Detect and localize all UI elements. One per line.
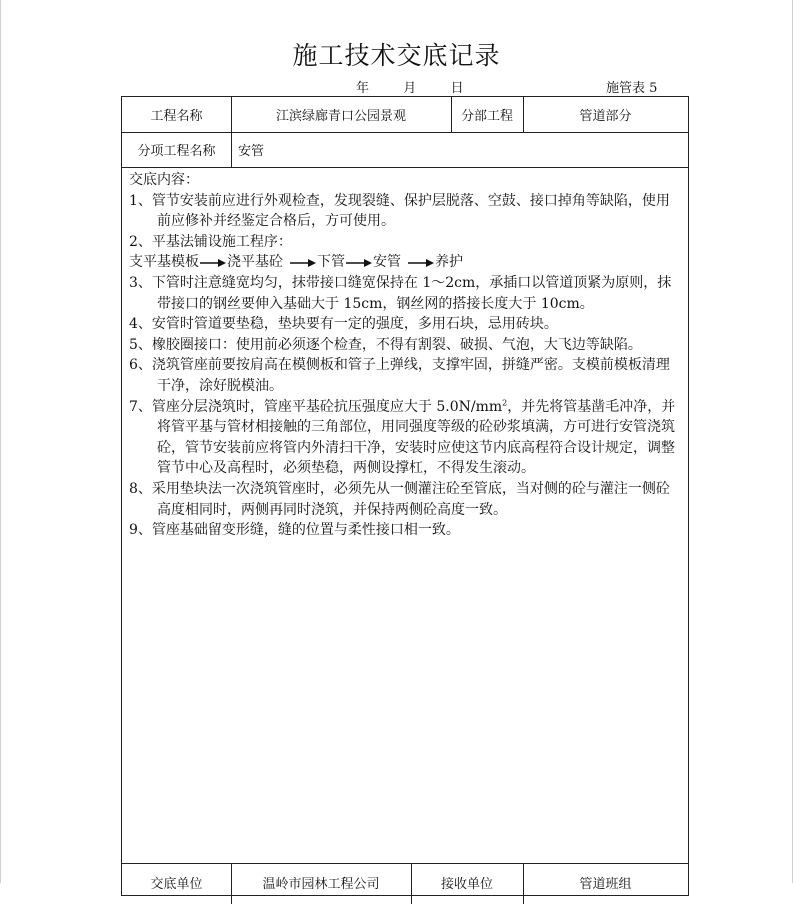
content-item-6: 6、浇筑管座前要按肩高在模侧板和管子上弹线，支撑牢固，拼缝严密。支模前模板清理干净，涂好脱模油。: [129, 357, 670, 394]
project-name-value: 江滨绿廊青口公园景观: [275, 109, 406, 124]
content-item-4: 4、安管时管道要垫稳，垫块要有一定的强度，多用石块，忌用砖块。: [129, 316, 558, 333]
flow-step-4: 安管: [373, 254, 401, 271]
flow-step-5: 养护: [435, 254, 463, 271]
subitem-label: 分项工程名称: [137, 144, 216, 159]
content-item-3: 3、下管时注意缝宽均匀，抹带接口缝宽保持在 1～2cm，承插口以管道顶紧为原则，抹带接口的钢丝要伸入基础大于 15cm，钢丝网的搭接长度大于 10cm。: [129, 274, 672, 312]
arrow-right-icon: [290, 258, 316, 268]
content-item-5: 5、橡胶圈接口：使用前必须逐个检查，不得有割裂、破损、气泡，大飞边等缺陷。: [129, 336, 642, 353]
date-day-label: 日: [450, 81, 464, 96]
content-item-9: 9、管座基础留变形缝，缝的位置与柔性接口相一致。: [129, 522, 460, 539]
issuer-value: 温岭市园林工程公司: [262, 877, 380, 892]
date-month-label: 月: [403, 81, 417, 96]
content-item-8: 8、采用垫块法一次浇筑管座时，必须先从一侧灌注砼至管底，当对侧的砼与灌注一侧砼高度相同时，两侧再同时浇筑，并保持两侧砼高度一致。: [129, 480, 670, 518]
subitem-value: 安管: [238, 144, 265, 159]
record-sheet: [121, 96, 689, 896]
page-left-edge: [0, 0, 1, 883]
procedure-flow: [129, 252, 682, 273]
arrow-right-icon: [408, 258, 434, 268]
project-name-label: 工程名称: [150, 109, 203, 124]
document-title: 施工技术交底记录: [292, 41, 501, 70]
header-row-2: [122, 132, 688, 168]
receiver-value: 管道班组: [579, 877, 632, 892]
content-item-7-superscript: 2: [502, 397, 508, 407]
division-value: 管道部分: [579, 109, 632, 124]
arrow-right-icon: [200, 258, 226, 268]
content-item-1: 1、管节安装前应进行外观检查，发现裂缝、保护层脱落、空鼓、接口掉角等缺陷，使用前应修补并经鉴定合格后，方可使用。: [129, 192, 670, 230]
signature-row: [122, 863, 688, 904]
division-label: 分部工程: [460, 109, 513, 124]
header-row-1: [122, 97, 688, 133]
content-item-2: 2、平基法铺设施工程序：: [129, 233, 292, 250]
date-line: [356, 77, 464, 96]
flow-step-2: 浇平基砼: [227, 254, 283, 271]
flow-step-3: 下管: [317, 254, 345, 271]
arrow-right-icon: [346, 258, 372, 268]
content-item-7-part-b: ，并先将管基凿毛冲净，并将管平基与管材相接触的三角部位，用同强度等级的砼砂浆填满，方可进行安管浇筑砼，管节安装前应将管内外清扫干净，安装时应使这节内底高程符合设计规定，调整管节中心及高程时，必须垫稳，两侧设撑杠，不得发生滚动。: [157, 398, 676, 477]
flow-step-1: 支平基模板: [129, 254, 199, 271]
disclosure-content: [129, 170, 682, 541]
content-item-7: [129, 397, 682, 479]
receiver-label: 接收单位: [440, 877, 493, 892]
content-heading: 交底内容：: [129, 172, 199, 188]
content-item-7-part-a: 7、管座分层浇筑时，管座平基砼抗压强度应大于 5.0N/mm: [129, 398, 503, 415]
issuer-label: 交底单位: [150, 877, 203, 892]
form-number: 施管表 5: [606, 81, 658, 96]
date-year-label: 年: [356, 81, 370, 96]
